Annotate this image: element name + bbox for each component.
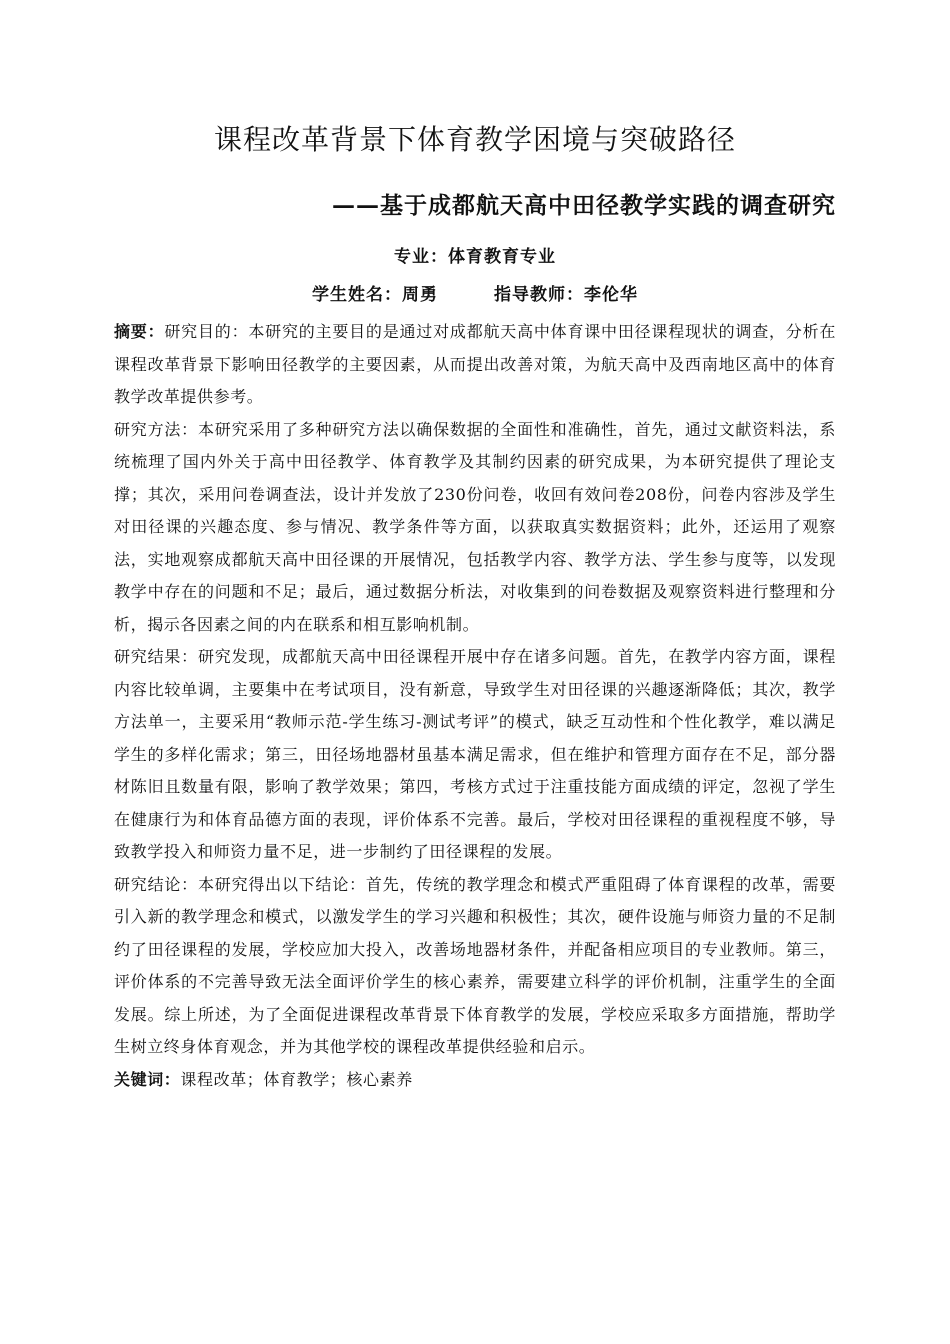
paper-subtitle: ——基于成都航天高中田径教学实践的调查研究 xyxy=(332,192,836,219)
keywords-text: 课程改革；体育教学；核心素养 xyxy=(180,1069,413,1089)
abstract-purpose-text: 研究目的：本研究的主要目的是通过对成都航天高中体育课中田径课程现状的调查，分析在课程改革背景下影响田径教学的主要因素，从而提出改善对策，为航天高中及西南地区高中的体育教学改革提供参考。 xyxy=(114,322,836,406)
major-line: 专业：体育教育专业 xyxy=(394,247,556,267)
paper-title: 课程改革背景下体育教学困境与突破路径 xyxy=(213,123,736,156)
abstract-methods-paragraph: 研究方法：本研究采用了多种研究方法以确保数据的全面性和准确性，首先，通过文献资料法，系统梳理了国内外关于高中田径教学、体育教学及其制约因素的研究成果，为本研究提供了理论支撑；其次，采用问卷调查法，设计并发放了230份问卷，收回有效问卷208份，问卷内容涉及学生对田径课的兴趣态度、参与情况、教学条件等方面，以获取真实数据资料；此外，还运用了观察法，实地观察成都航天高中田径课的开展情况，包括教学内容、教学方法、学生参与度等，以发现教学中存在的问题和不足；最后，通过数据分析法，对收集到的问卷数据及观察资料进行整理和分析，揭示各因素之间的内在联系和相互影响机制。 xyxy=(114,419,836,634)
keywords-label: 关键词： xyxy=(114,1069,181,1089)
abstract-section xyxy=(114,316,836,1096)
keywords-paragraph xyxy=(114,1064,836,1097)
student-name: 学生姓名：周勇 xyxy=(312,285,438,305)
abstract-results-paragraph: 研究结果：研究发现，成都航天高中田径课程开展中存在诸多问题。首先，在教学内容方面，课程内容比较单调，主要集中在考试项目，没有新意，导致学生对田径课的兴趣逐渐降低；其次，教学方法单一，主要采用“教师示范-学生练习-测试考评”的模式，缺乏互动性和个性化教学，难以满足学生的多样化需求；第三，田径场地器材虽基本满足需求，但在维护和管理方面存在不足，部分器材陈旧且数量有限，影响了教学效果；第四，考核方式过于注重技能方面成绩的评定，忽视了学生在健康行为和体育品德方面的表现，评价体系不完善。最后，学校对田径课程的重视程度不够，导致教学投入和师资力量不足，进一步制约了田径课程的发展。 xyxy=(114,647,836,861)
author-line xyxy=(0,278,950,312)
abstract-conclusion-paragraph: 研究结论：本研究得出以下结论：首先，传统的教学理念和模式严重阻碍了体育课程的改革，需要引入新的教学理念和模式，以激发学生的学习兴趣和积极性；其次，硬件设施与师资力量的不足制约了田径课程的发展，学校应加大投入，改善场地器材条件，并配备相应项目的专业教师。第三，评价体系的不完善导致无法全面评价学生的核心素养，需要建立科学的评价机制，注重学生的全面发展。综上所述，为了全面促进课程改革背景下体育教学的发展，学校应采取多方面措施，帮助学生树立终身体育观念，并为其他学校的课程改革提供经验和启示。 xyxy=(114,874,836,1056)
advisor-name: 指导教师：李伦华 xyxy=(494,285,638,305)
abstract-purpose-paragraph xyxy=(114,316,836,414)
abstract-label: 摘要： xyxy=(114,322,165,341)
